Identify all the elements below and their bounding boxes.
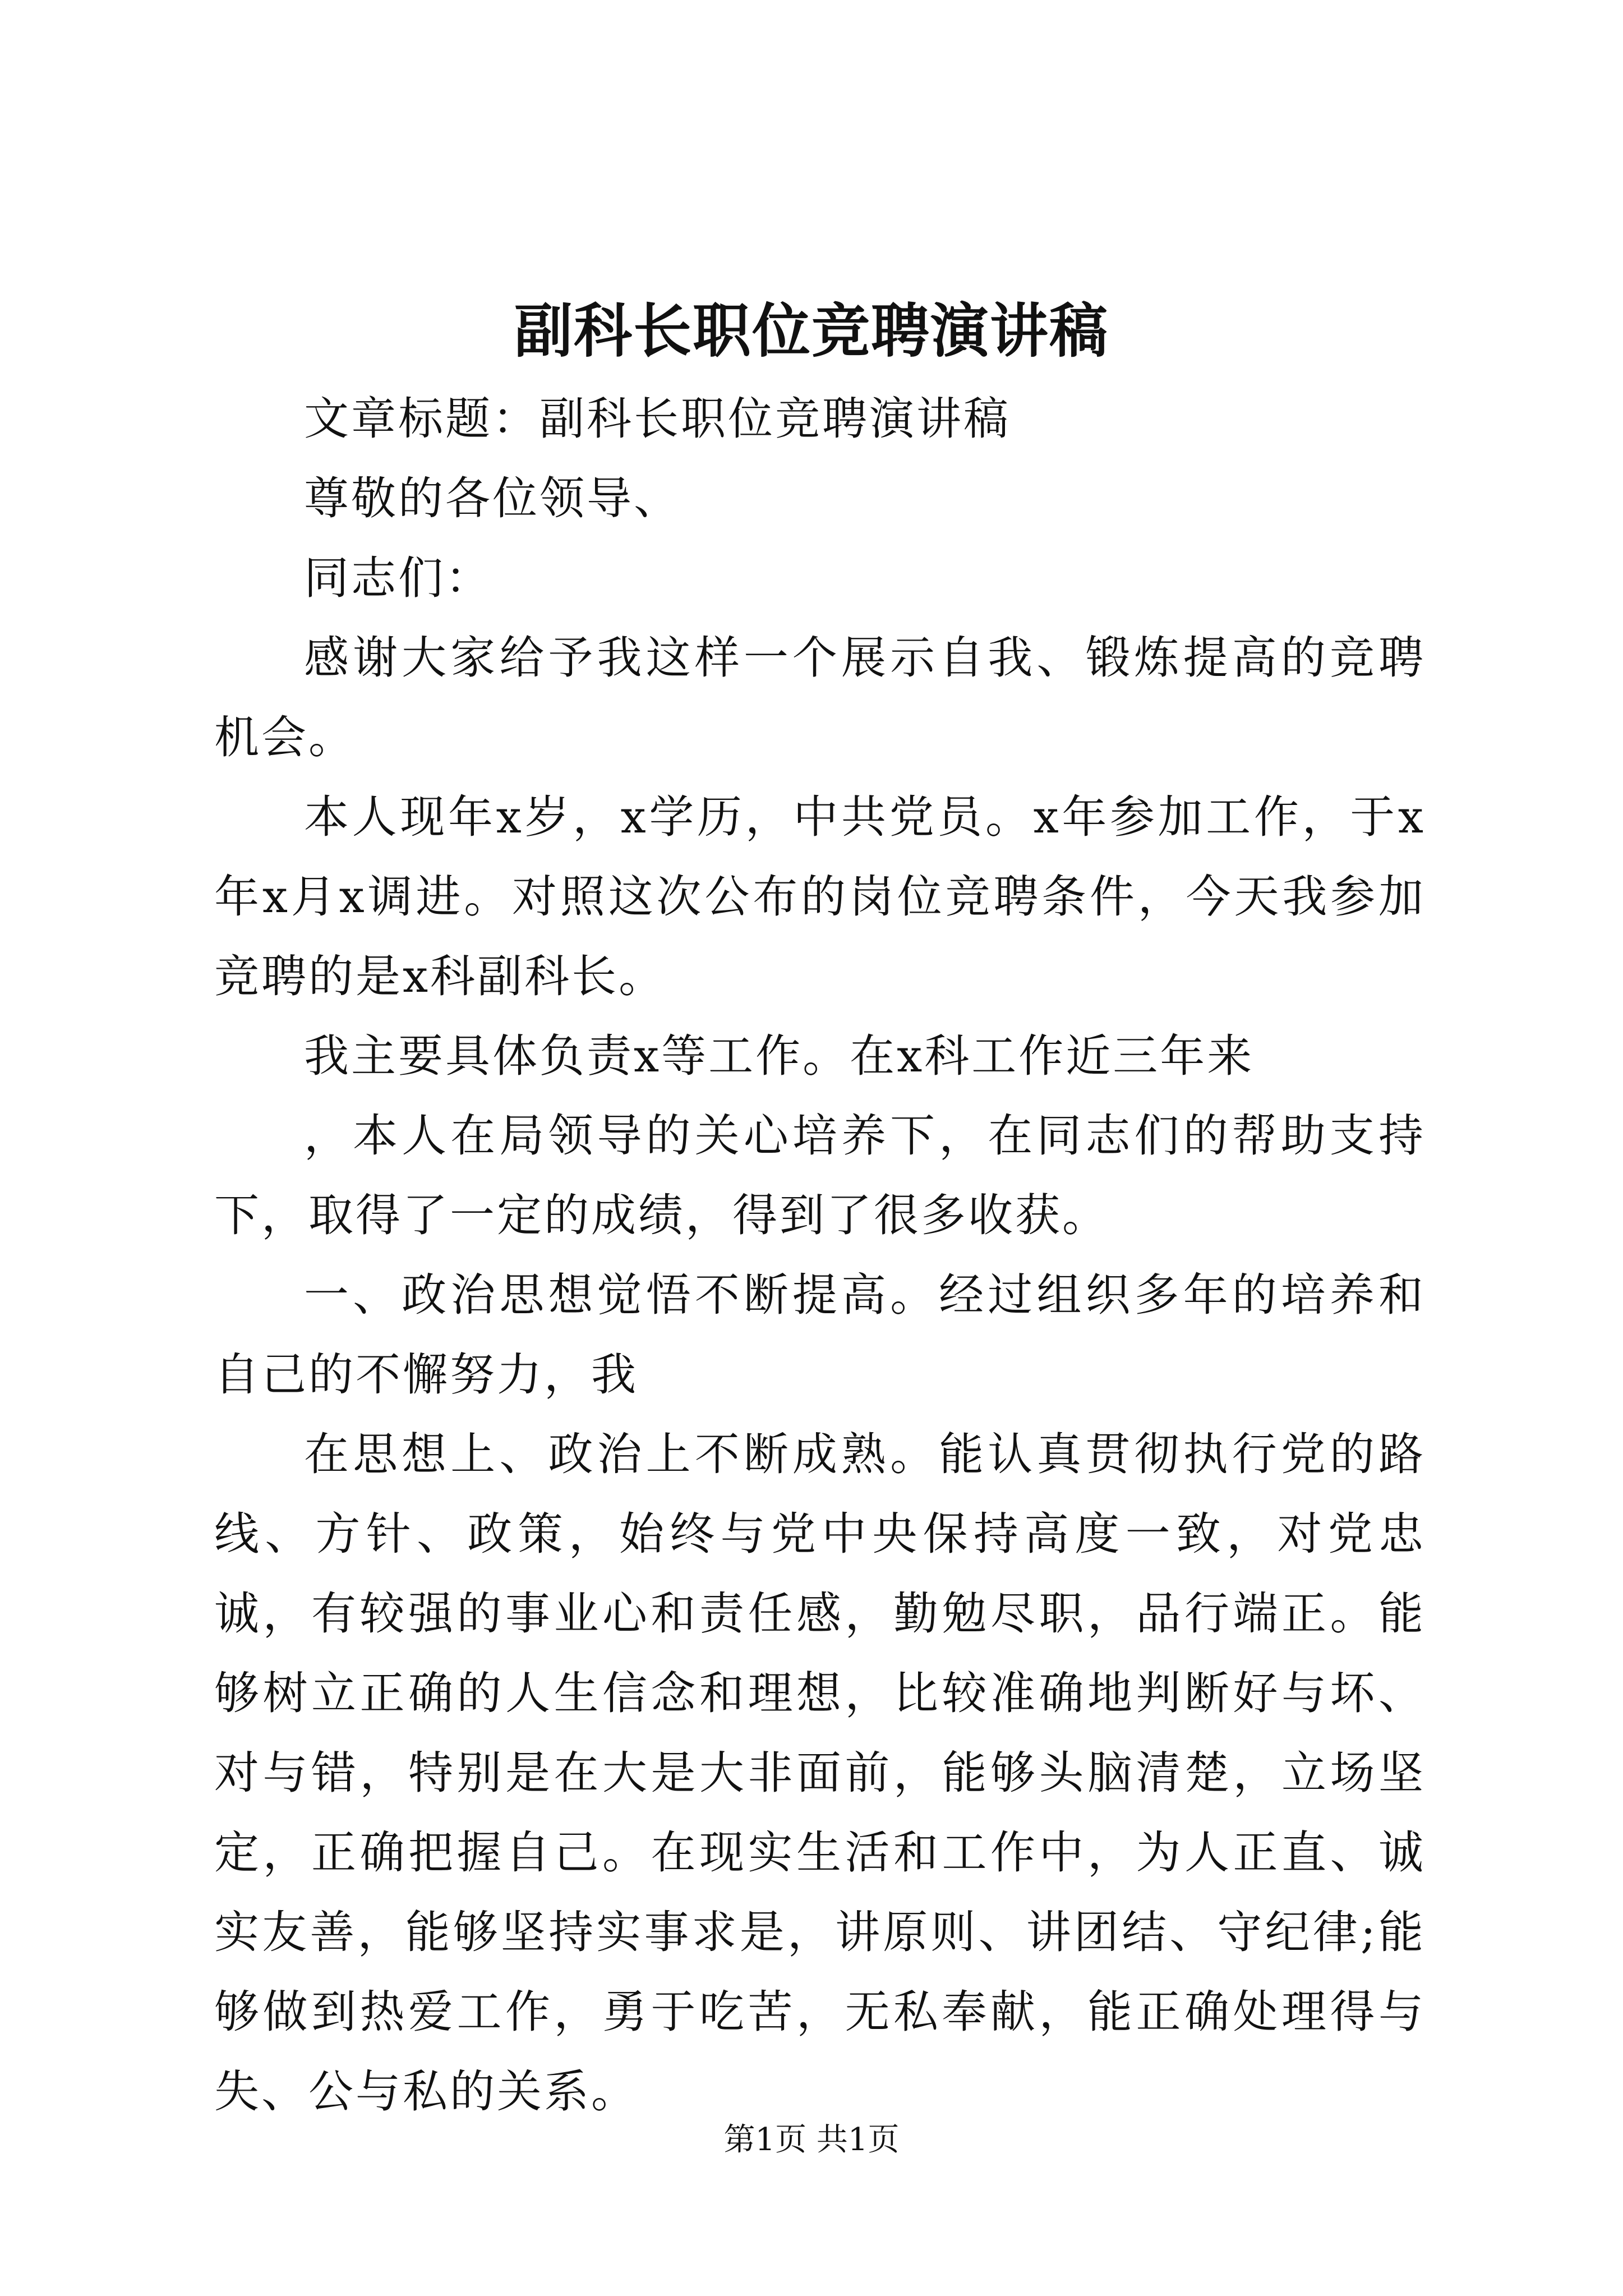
document-body bbox=[214, 379, 1426, 2132]
paragraph-self-introduction: 本人现年x岁，x学历，中共党员。x年参加工作，于x年x月x调进。对照这次公布的岗位竞聘条件，今天我参加竞聘的是x科副科长。 bbox=[214, 791, 1426, 1002]
paragraph-responsibilities: 我主要具体负责x等工作。在x科工作近三年来 bbox=[304, 1030, 1255, 1082]
paragraph-achievements: ，本人在局领导的关心培养下，在同志们的帮助支持下，取得了一定的成绩，得到了很多收获。 bbox=[214, 1110, 1426, 1241]
paragraph-political-maturity: 在思想上、政治上不断成熟。能认真贯彻执行党的路线、方针、政策，始终与党中央保持高度一致，对党忠诚，有较强的事业心和责任感，勤勉尽职，品行端正。能够树立正确的人生信念和理想，比较准确地判断好与坏、对与错，特别是在大是大非面前，能够头脑清楚，立场坚定，正确把握自己。在现实生活和工作中，为人正直、诚实友善，能够坚持实事求是，讲原则、讲团结、守纪律;能够做到热爱工作，勇于吃苦，无私奉献，能正确处理得与失、公与私的关系。 bbox=[214, 1428, 1426, 2118]
paragraph-political-awareness: 一、政治思想觉悟不断提高。经过组织多年的培养和自己的不懈努力，我 bbox=[214, 1269, 1426, 1401]
paragraph-article-title: 文章标题：副科长职位竞聘演讲稿 bbox=[304, 393, 1011, 445]
page-footer: 第1页 共1页 bbox=[723, 2122, 900, 2158]
paragraph-salutation-comrades: 同志们： bbox=[304, 552, 492, 604]
document-title: 副科长职位竞聘演讲稿 bbox=[514, 296, 1109, 365]
paragraph-salutation: 尊敬的各位领导、 bbox=[304, 472, 681, 524]
paragraph-thanks: 感谢大家给予我这样一个展示自我、锻炼提高的竞聘机会。 bbox=[214, 632, 1426, 763]
